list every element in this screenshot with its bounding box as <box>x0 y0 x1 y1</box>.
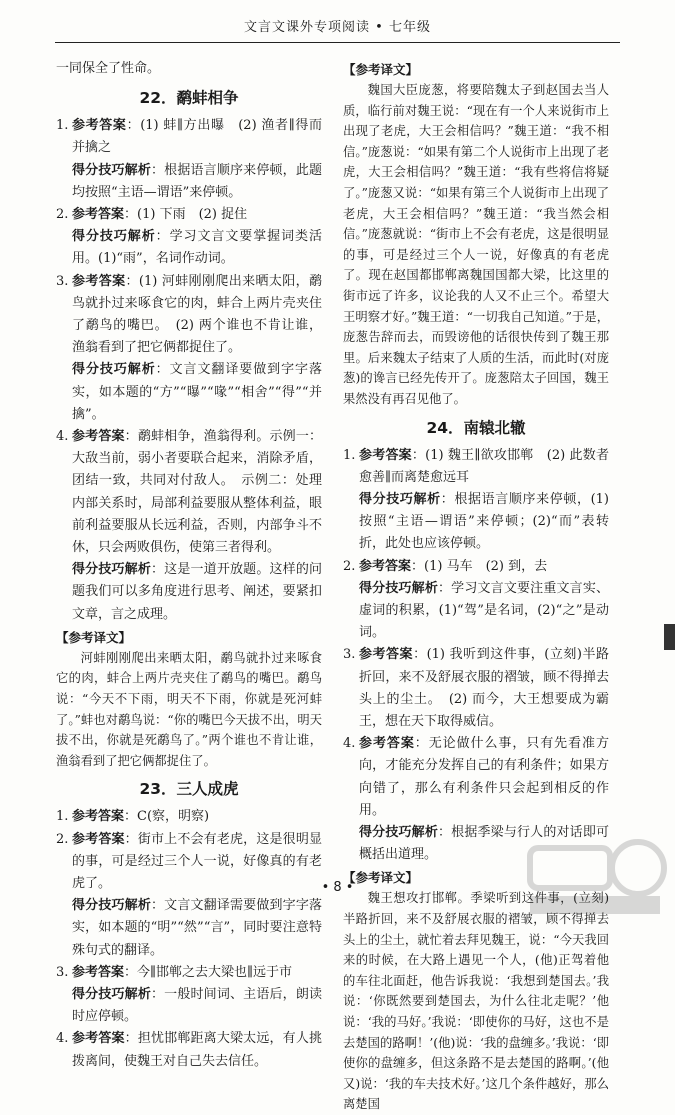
item-text <box>359 644 609 733</box>
item-number: 1. <box>56 118 69 134</box>
item-number: 4. <box>56 429 69 445</box>
answer-label: 参考答案 <box>72 964 125 980</box>
answer-text: ：今∥邯郸之去大梁也∥远于市 <box>124 964 293 980</box>
analysis-paragraph <box>56 559 322 626</box>
translation-paragraph <box>343 888 609 1115</box>
item-text <box>359 556 609 578</box>
answer-item <box>343 733 609 822</box>
reference-heading-text: 【参考译文】 <box>343 62 419 77</box>
analysis-paragraph <box>56 160 322 204</box>
answer-item <box>56 426 322 559</box>
analysis-paragraph <box>56 984 322 1028</box>
analysis-text: ：根据语言顺序来停顿，(1)按照“主语—谓语”来停顿；(2)“而”表转折，此处也应该停顿。 <box>359 491 609 552</box>
item-number: 3. <box>56 964 69 980</box>
header-title: 文言文课外专项阅读 • 七年级 <box>244 20 431 35</box>
analysis-label: 得分技巧解析 <box>72 898 151 914</box>
answer-label: 参考答案 <box>72 118 127 134</box>
paragraph-text: 一同保全了性命。 <box>56 61 161 76</box>
text-paragraph <box>56 58 322 80</box>
section-title-text: 24．南辕北辙 <box>426 418 526 437</box>
section-title-text: 22．鹬蚌相争 <box>139 89 239 108</box>
right-column <box>343 58 609 1115</box>
answer-item <box>343 445 609 489</box>
answer-label: 参考答案 <box>72 809 125 825</box>
page-number-text: • 8 • <box>321 880 354 895</box>
section-title <box>56 774 322 804</box>
answer-item <box>56 115 322 159</box>
answer-label: 参考答案 <box>72 273 126 289</box>
section-title-text: 23．三人成虎 <box>139 780 239 799</box>
answer-label: 参考答案 <box>72 1031 125 1047</box>
analysis-text: ：根据季梁与行人的对话即可概括出道理。 <box>359 824 609 863</box>
translation-paragraph <box>56 648 322 772</box>
answer-label: 参考答案 <box>359 447 412 463</box>
answer-text: ：C(察，明察) <box>124 809 210 825</box>
item-text <box>72 1028 322 1072</box>
left-column <box>56 58 322 1073</box>
analysis-text: ：一般时间词、主语后，朗读时应停顿。 <box>72 987 322 1025</box>
answer-label: 参考答案 <box>359 736 415 752</box>
analysis-label: 得分技巧解析 <box>359 491 441 507</box>
answer-text: ：无论做什么事，只有先看准方向，才能充分发挥自己的有利条件；如果方向错了，那么有利条件只会起到相反的作用。 <box>359 736 609 818</box>
answer-label: 参考答案 <box>72 207 125 223</box>
item-text <box>359 733 609 822</box>
analysis-paragraph <box>343 489 609 556</box>
translation-paragraph <box>343 80 609 410</box>
item-number: 2. <box>56 207 69 223</box>
answer-text: ：街市上不会有老虎，这是很明显的事，可是经过三个人一说，好像真的有老虎了。 <box>72 831 322 892</box>
item-number: 3. <box>56 273 69 289</box>
analysis-label: 得分技巧解析 <box>72 229 156 245</box>
analysis-label: 得分技巧解析 <box>359 580 438 596</box>
page-number <box>0 880 675 895</box>
analysis-label: 得分技巧解析 <box>359 824 438 840</box>
answer-item <box>56 1028 322 1072</box>
answer-text: ：(1) 魏王∥欲攻邯郸 (2) 此数者愈善∥而离楚愈远耳 <box>359 447 609 485</box>
analysis-text: ：文言文翻译需要做到字字落实，如本题的“明”“然”“言”，同时要注意特殊句式的翻译。 <box>72 898 322 958</box>
watermark-logo <box>520 830 668 920</box>
section-title <box>343 413 609 443</box>
analysis-text: ：文言文翻译要做到字字落实，如本题的“方”“曝”“喙”“相舍”“得”“并擒”。 <box>72 362 322 422</box>
item-number: 4. <box>56 1031 69 1047</box>
analysis-paragraph <box>343 578 609 645</box>
answer-label: 参考答案 <box>72 831 125 847</box>
answer-text: ：(1) 下雨 (2) 捉住 <box>124 207 248 223</box>
translation-text: 魏国大臣庞葱，将要陪魏太子到赵国去当人质，临行前对魏王说：“现在有一个人来说街市上出现了老虎，大王会相信吗？”魏王道：“我不相信。”庞葱说：“如果有第二个人说街市上出现了老虎，大王会相信吗？”魏王道：“我有些将信将疑了。”庞葱又说：“如果有第三个人说街市上出现了老虎，大王会相信吗？”魏王道：“我当然会相信。”庞葱就说：“街市上不会有老虎，这是很明显的事，可是经过三个人一说，好像真的有老虎了。现在赵国都邯郸离魏国国都大梁，比这里的街市远了许多，议论我的人又不止三个。希望大王明察才好。”魏王道：“一切我自己知道。”于是，庞葱告辞而去，而毁谤他的话很快传到了魏王那里。后来魏太子结束了人质的生活，而此时(对庞葱)的谗言已经先传开了。庞葱陪太子回国，魏王果然没有再召见他了。 <box>343 83 609 406</box>
reference-heading-text: 【参考译文】 <box>343 870 419 886</box>
analysis-label: 得分技巧解析 <box>72 987 151 1003</box>
analysis-text: ：学习文言文要注重文言实、虚词的积累，(1)“驾”是名词，(2)“之”是动词。 <box>359 580 609 641</box>
section-title <box>56 83 322 113</box>
item-text <box>359 445 609 489</box>
answer-text: ：(1) 我听到这件事，(立刻)半路折回，来不及舒展衣服的褶皱，顾不得掸去头上的尘土。 (2) 而今，大王想要成为霸王，想在天下取得威信。 <box>359 647 609 729</box>
answer-text: ：鹬蚌相争，渔翁得利。示例一：大敌当前，弱小者要联合起来，消除矛盾，团结一致，共同对付敌人。 示例二：处理内部关系时，局部利益要服从整体利益，眼前利益要服从长远利益，否则，内部争斗不休，只会两败俱伤，使第三者得利。 <box>72 429 322 556</box>
reference-translation-heading <box>343 60 609 80</box>
translation-text: 河蚌刚刚爬出来晒太阳，鹬鸟就扑过来啄食它的肉，蚌合上两片壳夹住了鹬鸟的嘴巴。鹬鸟说：“今天不下雨，明天不下雨，你就是死河蚌了。”蚌也对鹬鸟说：“你的嘴巴今天拔不出，明天拔不出，你就是死鹬鸟了。”两个谁也不肯让谁，渔翁看到了把它俩都捉住了。 <box>56 650 322 768</box>
answer-item <box>343 556 609 578</box>
answer-text: ：担忧邯郸距离大梁太远，有人挑拨离间，使魏王对自己失去信任。 <box>72 1031 322 1069</box>
analysis-label: 得分技巧解析 <box>72 162 151 178</box>
reference-heading-text: 【参考译文】 <box>56 629 132 645</box>
analysis-text: ：根据语言顺序来停顿，此题均按照“主语—谓语”来停顿。 <box>72 162 322 200</box>
answer-text: ：(1) 马车 (2) 到，去 <box>411 558 548 574</box>
answer-label: 参考答案 <box>359 558 412 574</box>
answer-item <box>56 806 322 828</box>
analysis-label: 得分技巧解析 <box>72 562 151 578</box>
answer-label: 参考答案 <box>359 647 414 663</box>
item-number: 2. <box>343 558 356 574</box>
item-number: 3. <box>343 647 356 663</box>
answer-text: ：(1) 河蚌刚刚爬出来晒太阳，鹬鸟就扑过来啄食它的肉，蚌合上两片壳夹住了鹬鸟的嘴巴。 (2) 两个谁也不肯让谁，渔翁看到了把它俩都捉住了。 <box>72 273 322 356</box>
answer-text: ：(1) 蚌∥方出曝 (2) 渔者∥得而并擒之 <box>72 118 322 156</box>
answer-item <box>56 204 322 226</box>
item-number: 4. <box>343 736 356 752</box>
item-text <box>72 271 322 360</box>
analysis-text: ：这是一道开放题。这样的问题我们可以多角度进行思考、阐述，要紧扣文章，言之成理。 <box>72 562 322 622</box>
item-text <box>72 806 322 828</box>
item-number: 1. <box>343 447 356 463</box>
item-text <box>72 426 322 559</box>
page-edge-tab <box>664 624 675 650</box>
item-number: 2. <box>56 831 69 847</box>
answer-item <box>56 962 322 984</box>
translation-text: 魏王想攻打邯郸。季梁听到这件事，(立刻)半路折回，来不及舒展衣服的褶皱，顾不得掸去头上的尘土，就忙着去拜见魏王，说：“今天我回来的时候，在大路上遇见一个人，(他)正驾着他的车往北面赶，他告诉我说：‘我想到楚国去。’我说：‘你既然要到楚国去，为什么往北走呢？’他说：‘我的马好。’我说：‘即使你的马好，这也不是去楚国的路啊！’(他)说：‘我的盘缠多。’我说：‘即使你的盘缠多，但这条路不是去楚国的路啊。’(他又)说：‘我的车夫技术好。’这几个条件越好，那么离楚国 <box>343 891 609 1112</box>
item-number: 1. <box>56 809 69 825</box>
item-text <box>72 115 322 159</box>
item-text <box>72 962 322 984</box>
analysis-paragraph <box>56 226 322 270</box>
analysis-label: 得分技巧解析 <box>72 362 156 378</box>
running-header <box>55 14 620 43</box>
analysis-text: ：学习文言文要掌握词类活用。(1)“雨”，名词作动词。 <box>72 229 322 267</box>
reference-translation-heading <box>56 628 322 648</box>
item-text <box>72 204 322 226</box>
analysis-paragraph <box>56 359 322 426</box>
analysis-paragraph <box>56 895 322 962</box>
answer-item <box>56 271 322 360</box>
answer-label: 参考答案 <box>72 429 125 445</box>
answer-item <box>343 644 609 733</box>
